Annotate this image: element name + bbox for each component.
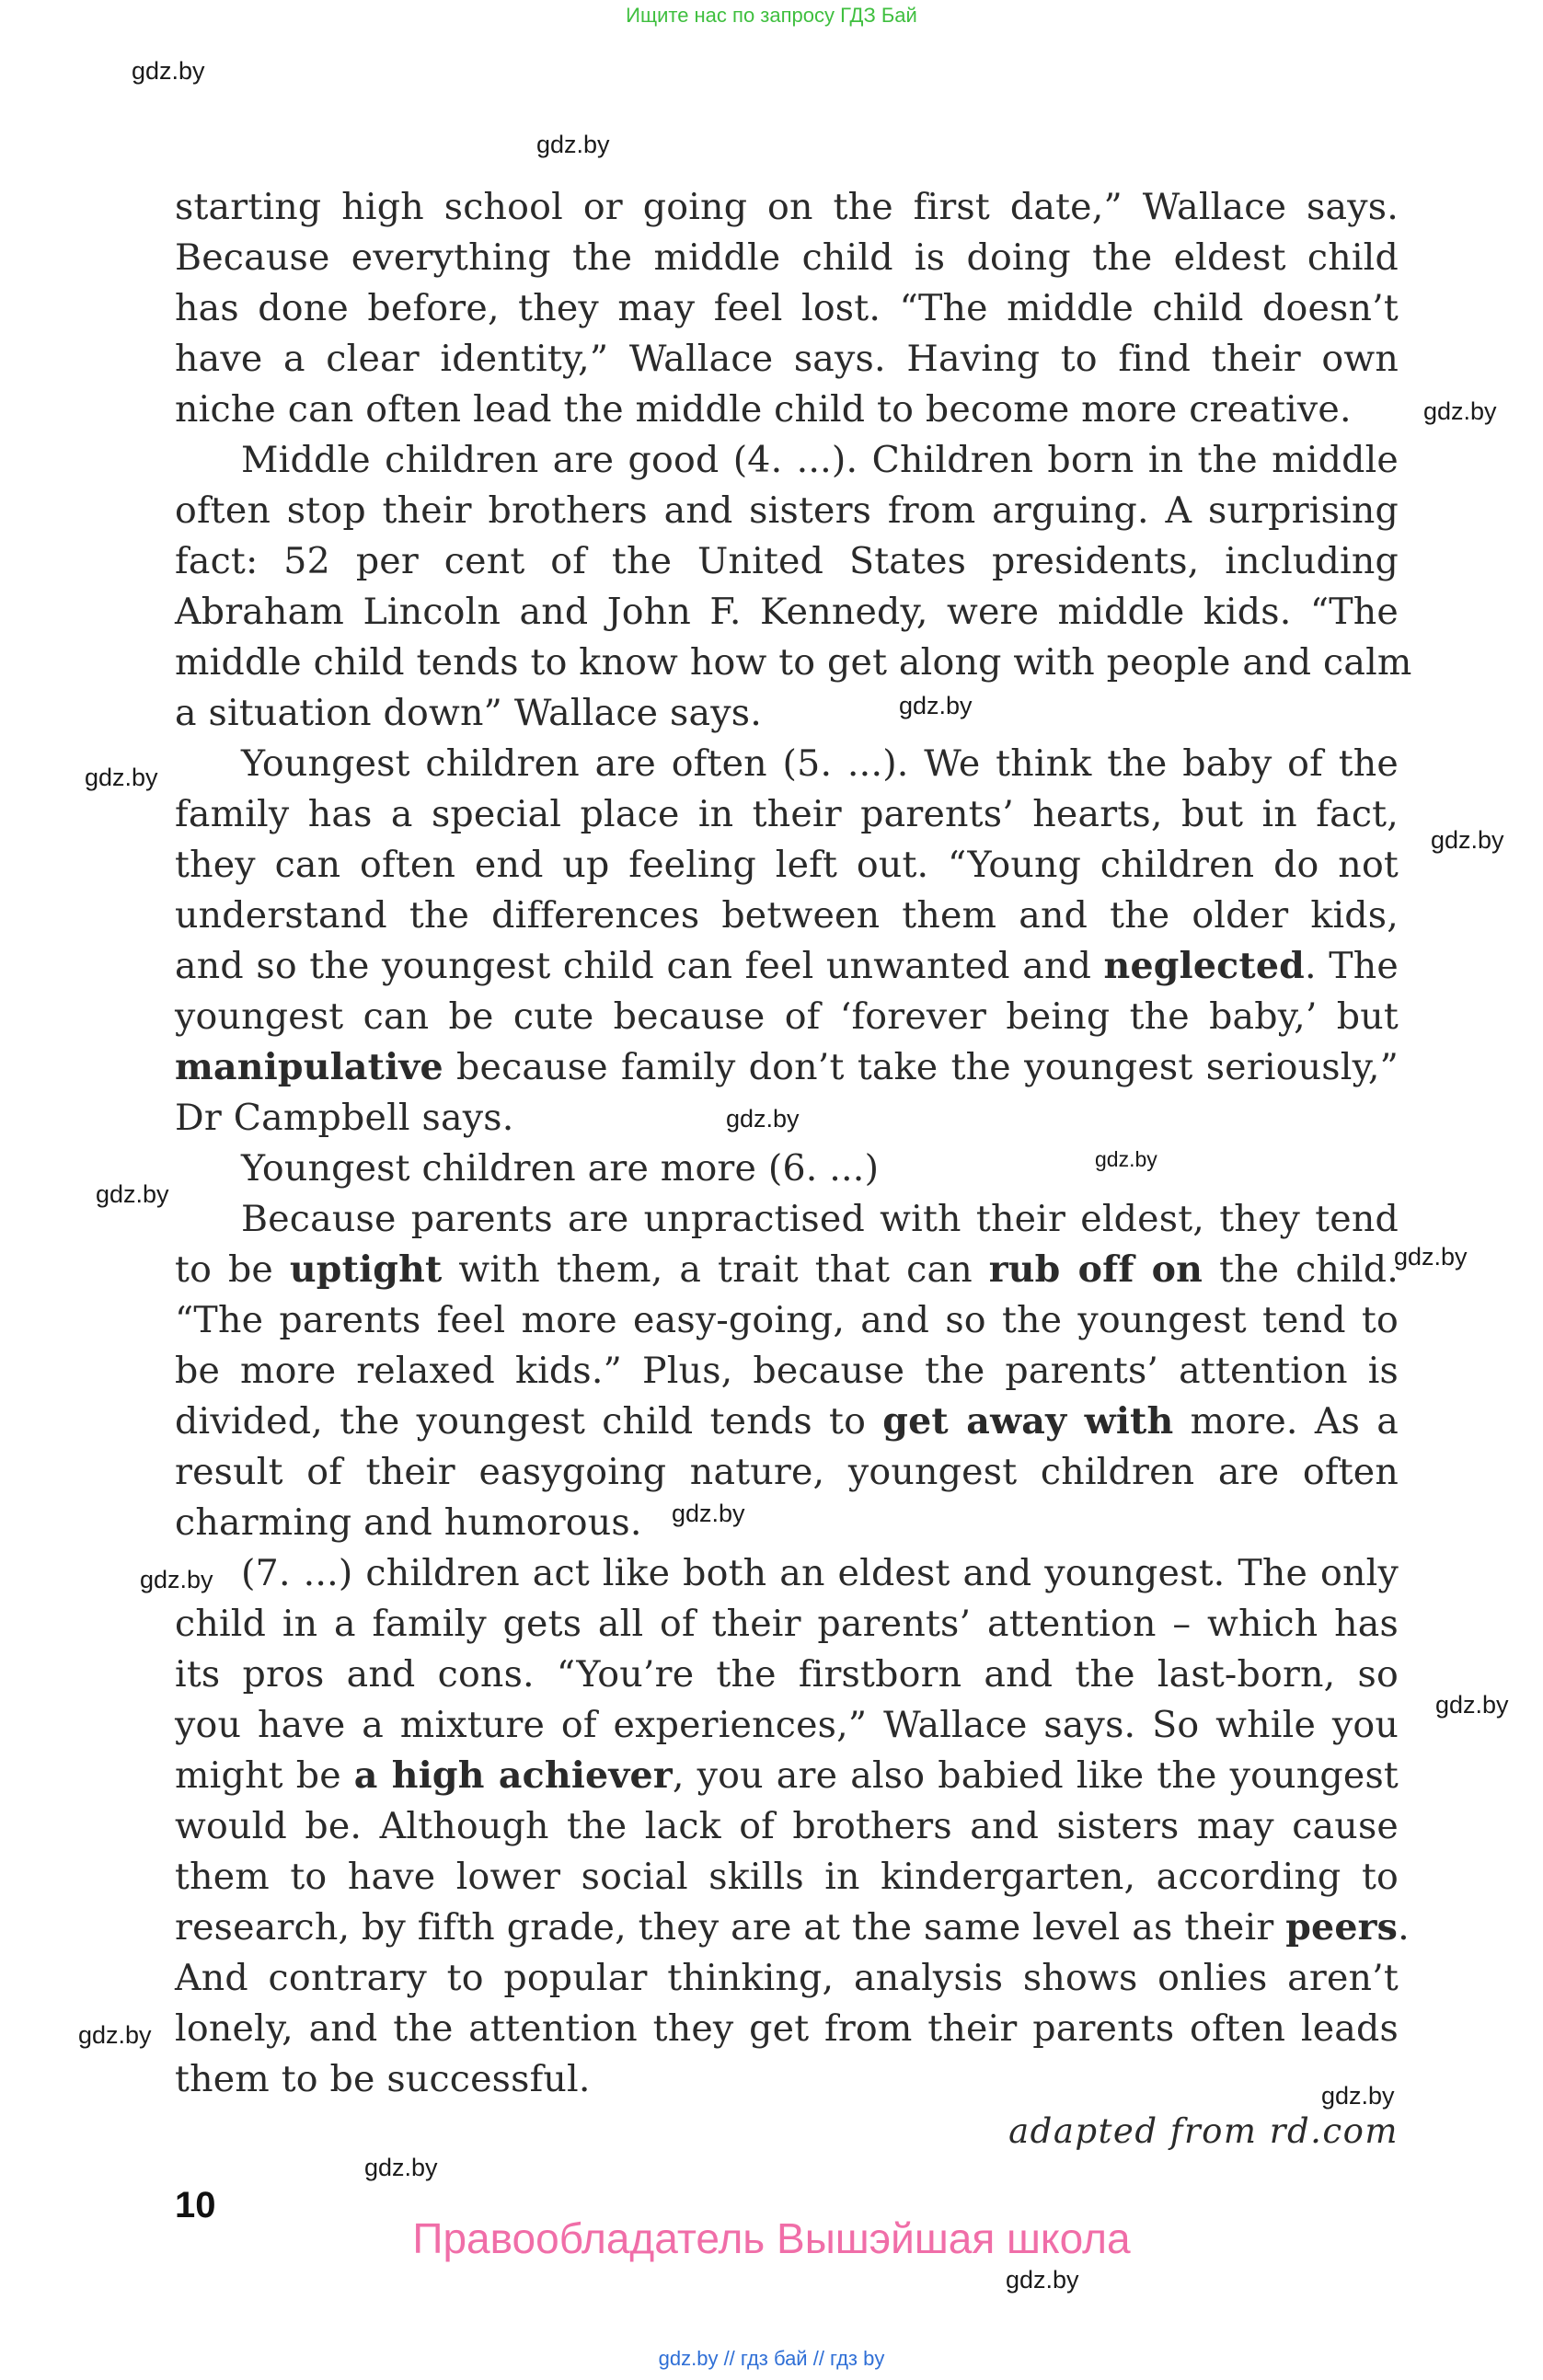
text-line: Because parents are unpractised with their eldest, they tend	[241, 1198, 1399, 1240]
text-span: to be	[175, 1248, 290, 1291]
text-line: Abraham Lincoln and John F. Kennedy, were middle kids. “The	[175, 591, 1399, 633]
text-line: often stop their brothers and sisters from arguing. A surprising	[175, 489, 1399, 532]
vocab-term: rub off on	[988, 1248, 1203, 1291]
text-span: , you are also babied like the youngest	[672, 1754, 1399, 1797]
source-credit: adapted from rd.com	[1008, 2111, 1399, 2151]
text-line	[175, 1751, 1399, 1801]
text-line: they can often end up feeling left out. “Young children do not	[175, 844, 1399, 886]
page-number: 10	[175, 2185, 216, 2225]
copyright-notice: Правообладатель Вышэйшая школа	[412, 2214, 1131, 2262]
vocab-term: get away with	[882, 1400, 1174, 1443]
text-span: because family don’t take the youngest seriously,”	[443, 1046, 1399, 1088]
text-line	[175, 1042, 1399, 1093]
text-line: Youngest children are often (5. ...). We think the baby of the	[241, 742, 1399, 785]
text-line: youngest can be cute because of ‘forever being the baby,’ but	[175, 995, 1399, 1038]
text-line: result of their easygoing nature, youngest children are often	[175, 1451, 1399, 1493]
watermark: gdz.by	[78, 2021, 152, 2049]
watermark: gdz.by	[140, 1566, 213, 1593]
text-line: (7. ...) children act like both an eldest and youngest. The only	[241, 1552, 1399, 1594]
text-line	[175, 1245, 1399, 1295]
text-line: be more relaxed kids.” Plus, because the parents’ attention is	[175, 1350, 1399, 1392]
watermark: gdz.by	[726, 1105, 800, 1133]
text-span: .	[1398, 1906, 1410, 1949]
watermark: gdz.by	[1006, 2266, 1079, 2294]
text-line: them to have lower social skills in kindergarten, according to	[175, 1856, 1399, 1898]
text-line: its pros and cons. “You’re the firstborn and the last-born, so	[175, 1653, 1399, 1696]
watermark: gdz.by	[132, 57, 205, 85]
text-line: would be. Although the lack of brothers and sisters may cause	[175, 1805, 1399, 1847]
text-line: Youngest children are more (6. ...)	[241, 1147, 880, 1190]
watermark: gdz.by	[85, 764, 158, 791]
text-line	[175, 1903, 1410, 1953]
text-line: you have a mixture of experiences,” Wallace says. So while you	[175, 1704, 1399, 1746]
text-line: And contrary to popular thinking, analysis shows onlies aren’t	[175, 1957, 1399, 1999]
watermark: gdz.by	[1394, 1243, 1468, 1270]
text-line: understand the differences between them and the older kids,	[175, 894, 1399, 937]
text-line	[175, 941, 1399, 992]
text-line: middle child tends to know how to get along with people and calm	[175, 641, 1412, 684]
text-span: . The	[1305, 945, 1399, 987]
text-line: starting high school or going on the first date,” Wallace says.	[175, 186, 1399, 228]
text-line: Middle children are good (4. ...). Children born in the middle	[241, 439, 1399, 481]
text-line: charming and humorous.	[175, 1501, 642, 1544]
vocab-term: peers	[1285, 1906, 1399, 1949]
watermark: gdz.by	[1431, 826, 1504, 854]
text-span: and so the youngest child can feel unwanted and	[175, 945, 1104, 987]
text-line: Because everything the middle child is doing the eldest child	[175, 236, 1399, 279]
text-span: with them, a trait that can	[442, 1248, 989, 1291]
vocab-term: manipulative	[175, 1046, 443, 1088]
vocab-term: neglected	[1103, 945, 1305, 987]
watermark: gdz.by	[1423, 397, 1497, 425]
vocab-term: a high achiever	[353, 1754, 673, 1797]
text-span: more. As a	[1173, 1400, 1399, 1443]
text-line: child in a family gets all of their parents’ attention – which has	[175, 1603, 1399, 1645]
text-line: Dr Campbell says.	[175, 1097, 514, 1139]
text-span: the child.	[1203, 1248, 1399, 1291]
text-line	[175, 1397, 1399, 1447]
watermark: gdz.by	[672, 1500, 745, 1527]
text-line: them to be successful.	[175, 2058, 591, 2100]
text-line: family has a special place in their parents’ hearts, but in fact,	[175, 793, 1399, 835]
text-span: might be	[175, 1754, 354, 1797]
vocab-term: uptight	[289, 1248, 443, 1291]
watermark: gdz.by	[96, 1180, 169, 1208]
text-line: niche can often lead the middle child to become more creative.	[175, 388, 1352, 431]
watermark: gdz.by	[364, 2154, 438, 2181]
text-line: lonely, and the attention they get from their parents often leads	[175, 2007, 1399, 2050]
watermark: gdz.by	[1321, 2082, 1395, 2110]
text-line: “The parents feel more easy-going, and so the youngest tend to	[175, 1299, 1399, 1341]
text-span: divided, the youngest child tends to	[175, 1400, 883, 1443]
watermark: gdz.by	[1095, 1147, 1157, 1171]
watermark: gdz.by	[1435, 1691, 1509, 1719]
watermark: gdz.by	[536, 131, 610, 158]
text-line: has done before, they may feel lost. “The middle child doesn’t	[175, 287, 1399, 329]
text-line: have a clear identity,” Wallace says. Having to find their own	[175, 338, 1399, 380]
text-line: a situation down” Wallace says.	[175, 692, 762, 734]
footer-links: gdz.by // гдз бай // гдз by	[658, 2347, 885, 2370]
watermark: gdz.by	[899, 692, 973, 719]
top-banner: Ищите нас по запросу ГДЗ Бай	[626, 4, 917, 27]
text-line: fact: 52 per cent of the United States presidents, including	[175, 540, 1399, 582]
text-span: research, by fifth grade, they are at the same level as their	[175, 1906, 1286, 1949]
